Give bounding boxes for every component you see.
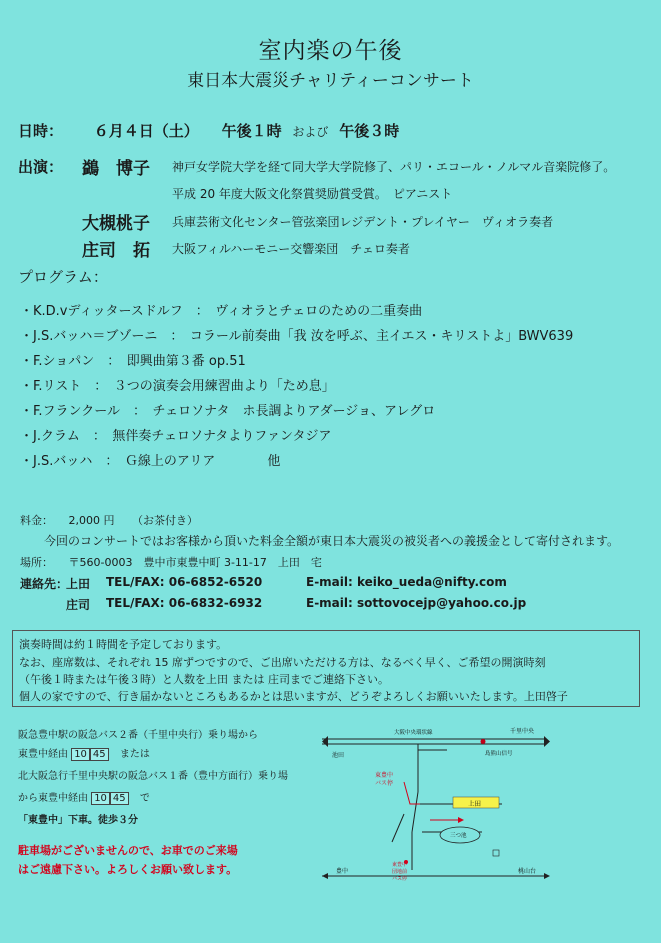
performer-desc-2: 平成 20 年度大阪文化祭賞奨励賞受賞。 ピアニスト bbox=[172, 187, 453, 201]
fee-amount: 2,000 円 bbox=[68, 514, 115, 527]
map-momoyamadai-label: 桃山台 bbox=[518, 868, 537, 875]
contact-tel: TEL/FAX: 06-6832-6932 bbox=[106, 596, 263, 610]
contact-email[interactable]: E-mail: keiko_ueda@nifty.com bbox=[306, 575, 507, 589]
program-item: ・K.D.vディッタースドルフ ： ヴィオラとチェロのための二重奏曲 bbox=[20, 304, 423, 319]
map-signal-label: 島熊山信号 bbox=[485, 751, 513, 757]
venue-row bbox=[20, 554, 322, 570]
map-pond-label: 三つ池 bbox=[450, 833, 467, 839]
map-building-icon bbox=[493, 850, 499, 856]
concert-date: ６月４日（土） bbox=[93, 122, 199, 140]
concert-time-1: 午後１時 bbox=[221, 122, 282, 140]
contact-name: 上田 bbox=[66, 577, 91, 591]
access-text: または bbox=[119, 749, 150, 760]
notice-line: なお、座席数は、それぞれ 15 席ずつですので、ご出席いただける方は、なるべく早く、ご希望の開演時刻 bbox=[19, 656, 546, 669]
map-toyonaka-label: 豊中 bbox=[336, 868, 349, 875]
map-busstop-label: バス停 bbox=[375, 780, 394, 787]
program-item: ・F.フランクール ： チェロソナタ ホ長調よりアダージョ、アレグロ bbox=[20, 404, 436, 419]
program-item: ・J.S.バッハ＝ブゾーニ ： コラール前奏曲「我 汝を呼ぶ、主イエス・キリストよ」BWV639 bbox=[20, 329, 574, 344]
map-road-label: 大阪中央環状線 bbox=[394, 730, 433, 736]
time-minute-box: 45 bbox=[90, 748, 109, 761]
notice-line: 演奏時間は約１時間を予定しております。 bbox=[19, 638, 228, 651]
map-senri-label: 千里中央 bbox=[510, 728, 535, 735]
fee-note: （お茶付き） bbox=[132, 514, 198, 527]
access-map bbox=[322, 722, 550, 888]
map-busstop-label: 東豊中 bbox=[375, 772, 394, 779]
program-item: ・J.クラム ： 無伴奏チェロソナタよりファンタジア bbox=[20, 429, 332, 444]
program-item: ・F.リスト ： ３つの演奏会用練習曲より「ため息」 bbox=[20, 379, 335, 394]
time-minute-box: 45 bbox=[110, 792, 129, 805]
map-ueda-label: 上田 bbox=[468, 799, 481, 808]
map-street bbox=[392, 814, 404, 842]
map-street bbox=[412, 792, 418, 832]
venue-address: 〒560-0003 豊中市東豊中町 3-11-17 上田 宅 bbox=[68, 556, 322, 569]
program-item: ・F.ショパン ： 即興曲第３番 op.51 bbox=[20, 354, 246, 369]
page-subtitle: 東日本大震災チャリティーコンサート bbox=[187, 71, 474, 91]
access-line: 北大阪急行千里中央駅の阪急バス１番（豊中方面行）乗り場 bbox=[18, 771, 288, 782]
performer-desc: 大阪フィルハーモニー交響楽団 チェロ奏者 bbox=[172, 242, 410, 256]
map-ikeda-label: 池田 bbox=[332, 752, 345, 759]
performer-name: 鷁 博子 bbox=[82, 159, 150, 179]
access-line bbox=[18, 789, 150, 805]
fee-label: 料金： bbox=[20, 514, 53, 527]
donation-text: 今回のコンサートではお客様から頂いた料金全額が東日本大震災の被災者への義援金として寄付されます。 bbox=[44, 534, 620, 548]
map-road-arrow-left bbox=[322, 873, 328, 879]
fee-row bbox=[20, 512, 198, 528]
map-road-arrow-right bbox=[544, 873, 550, 879]
notice-box bbox=[12, 630, 640, 707]
concert-time-2: 午後３時 bbox=[339, 122, 400, 140]
contact-name: 庄司 bbox=[66, 598, 91, 612]
datetime-row bbox=[18, 120, 399, 141]
map-busstop-label: バス停 bbox=[392, 876, 408, 882]
contact-tel: TEL/FAX: 06-6852-6520 bbox=[106, 575, 263, 589]
performer-desc: 神戸女学院大学を経て同大学大学院修了、パリ・エコール・ノルマル音楽院修了。 bbox=[172, 160, 616, 174]
access-line bbox=[18, 745, 150, 761]
page-title: 室内楽の午後 bbox=[258, 38, 403, 64]
parking-notice: はご遠慮下さい。よろしくお願い致します。 bbox=[18, 863, 238, 876]
parking-notice: 駐車場がございませんので、お車でのご来場 bbox=[18, 844, 238, 857]
performers-label: 出演： bbox=[18, 158, 64, 176]
contact-label: 連絡先： bbox=[20, 577, 69, 591]
time-hour-box: 10 bbox=[91, 792, 110, 805]
access-text: 東豊中経由 bbox=[18, 749, 68, 760]
notice-line: 個人の家ですので、行き届かないところもあるかとは思いますが、どうぞよろしくお願いいたします。上田啓子 bbox=[19, 690, 568, 703]
contact-email[interactable]: E-mail: sottovocejp@yahoo.co.jp bbox=[306, 596, 527, 610]
map-signal-icon bbox=[481, 739, 486, 744]
performer-name: 庄司 拓 bbox=[82, 241, 150, 261]
and-text: および bbox=[292, 125, 329, 139]
access-text: から東豊中経由 bbox=[18, 793, 88, 804]
access-line: 「東豊中」下車。徒歩３分 bbox=[18, 815, 138, 826]
map-busstop-label: 東豊中 bbox=[392, 862, 408, 868]
access-line: 阪急豊中駅の阪急バス２番（千里中央行）乗り場から bbox=[18, 730, 258, 741]
map-busstop-label: 団地前 bbox=[392, 869, 408, 875]
datetime-label: 日時： bbox=[18, 122, 64, 140]
program-heading: プログラム： bbox=[18, 268, 108, 286]
map-road-arrow-right bbox=[544, 736, 550, 747]
map-road-arrow-left bbox=[322, 736, 328, 747]
access-text: で bbox=[139, 793, 150, 804]
performer-desc: 兵庫芸術文化センター管弦楽団レジデント・プレイヤー ヴィオラ奏者 bbox=[172, 215, 554, 229]
map-route-arrow bbox=[458, 817, 464, 823]
notice-line: （午後１時または午後３時）と人数を上田 または 庄司までご連絡下さい。 bbox=[19, 673, 389, 686]
program-item: ・J.S.バッハ ： Ｇ線上のアリア 他 bbox=[20, 454, 281, 469]
time-hour-box: 10 bbox=[71, 748, 90, 761]
performer-name: 大槻桃子 bbox=[82, 214, 150, 234]
venue-label: 場所： bbox=[20, 556, 53, 569]
